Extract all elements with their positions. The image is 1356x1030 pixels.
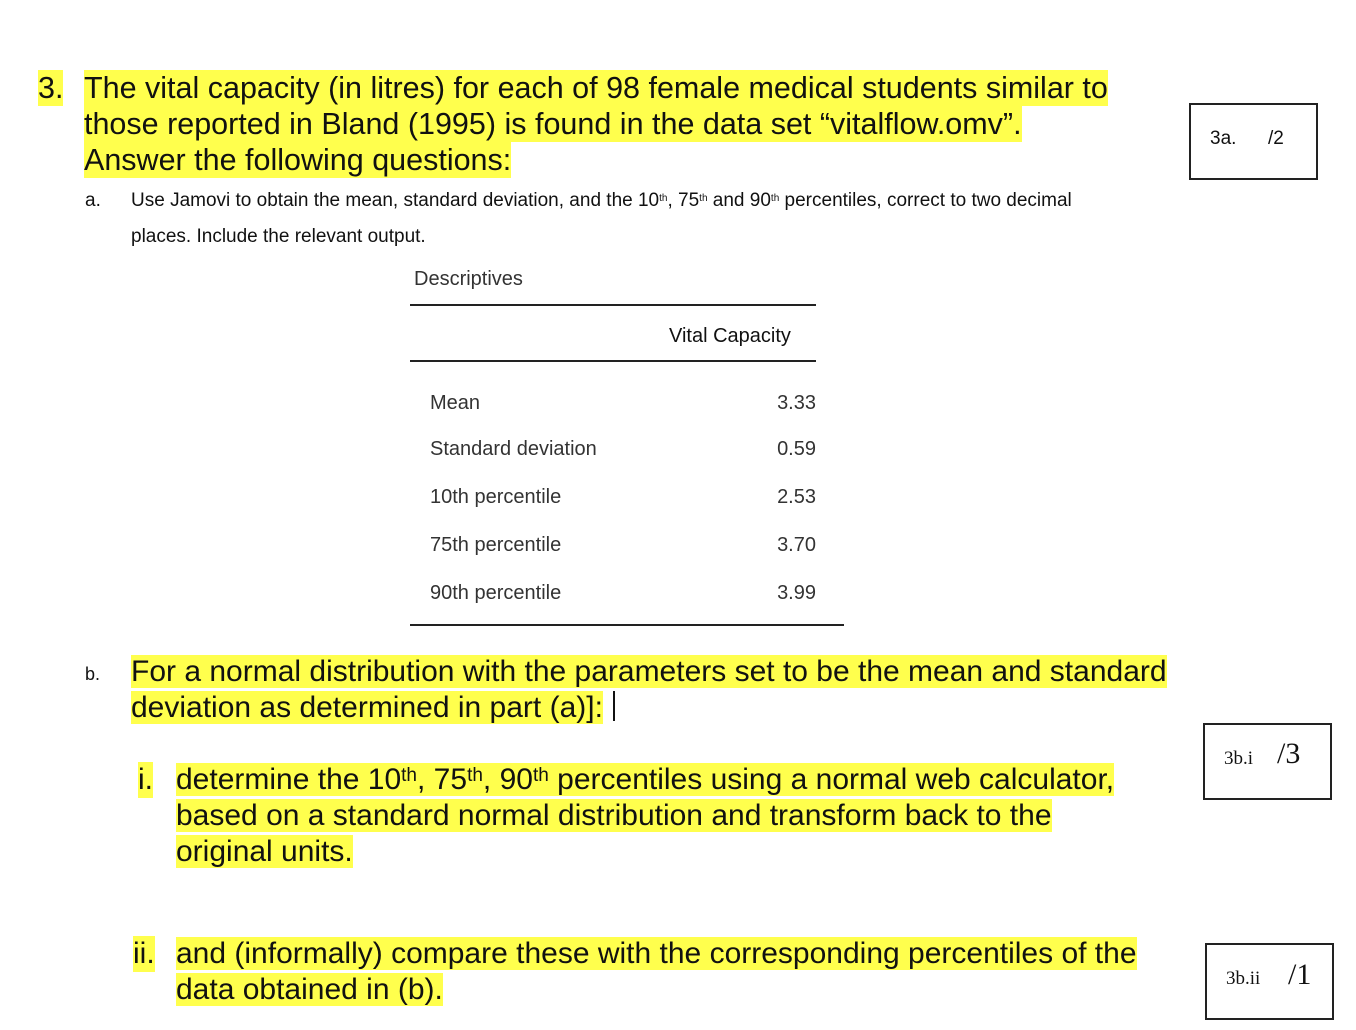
- mark-points: /1: [1288, 958, 1312, 991]
- mark-points: /2: [1268, 128, 1284, 149]
- row-value-p10: 2.53: [777, 486, 816, 508]
- sup-th: th: [770, 193, 780, 204]
- question-number: 3.: [38, 71, 64, 105]
- text-cursor: [613, 691, 615, 721]
- part-a-letter: a.: [85, 190, 101, 211]
- sup-th: th: [699, 193, 708, 204]
- column-header: Vital Capacity: [669, 325, 791, 347]
- part-b-text[interactable]: [131, 654, 1167, 726]
- table-top-rule: [410, 304, 816, 306]
- part-a-text-3: and 90: [707, 190, 771, 211]
- row-value-mean: 3.33: [777, 392, 816, 414]
- row-label-mean: Mean: [430, 392, 481, 414]
- sub-i-text-3: , 90: [482, 763, 533, 796]
- table-title: Descriptives: [414, 268, 523, 290]
- part-a-text: [131, 183, 1191, 255]
- row-value-p90: 3.99: [777, 582, 816, 604]
- sub-ii-line-1: and (informally) compare these with the corresponding percentiles of the: [176, 937, 1137, 970]
- mark-label: 3b.i: [1224, 748, 1254, 769]
- row-value-sd: 0.59: [777, 438, 816, 460]
- sub-i-text-2: , 75: [417, 763, 468, 796]
- sub-i-line-3: original units.: [176, 835, 353, 868]
- part-a-text-5: places. Include the relevant output.: [131, 226, 426, 247]
- table-bottom-rule: [410, 624, 844, 626]
- sub-i-text-4: percentiles using a normal web calculator,: [548, 763, 1115, 796]
- row-label-p75: 75th percentile: [430, 534, 562, 556]
- mark-label: 3b.ii: [1226, 968, 1261, 989]
- sub-i-number: i.: [138, 763, 153, 796]
- sub-i-text-1: determine the 10: [176, 763, 402, 796]
- mark-box-3b-i: [1203, 723, 1332, 800]
- row-label-p90: 90th percentile: [430, 582, 562, 604]
- part-b-letter: b.: [85, 664, 101, 684]
- table-header-rule: [410, 360, 816, 362]
- sup-th: th: [659, 193, 668, 204]
- sub-i-line-2: based on a standard normal distribution and transform back to the: [176, 799, 1052, 832]
- part-a-text-4: percentiles, correct to two decimal: [779, 190, 1072, 211]
- sub-i-text: [176, 762, 1114, 870]
- part-a-text-1: Use Jamovi to obtain the mean, standard deviation, and the 10: [131, 190, 660, 211]
- part-b-line-2: deviation as determined in part (a)]:: [131, 691, 603, 724]
- part-b-line-1: For a normal distribution with the parameters set to be the mean and standard: [131, 655, 1167, 688]
- row-value-p75: 3.70: [777, 534, 816, 556]
- sub-ii-number: ii.: [133, 937, 155, 970]
- sub-ii-line-2: data obtained in (b).: [176, 973, 443, 1006]
- question-line-2: those reported in Bland (1995) is found in the data set “vitalflow.omv”.: [84, 107, 1022, 141]
- sup-th: th: [532, 765, 549, 786]
- question-line-1: The vital capacity (in litres) for each of 98 female medical students similar to: [84, 71, 1108, 105]
- question-line-3: Answer the following questions:: [84, 143, 512, 177]
- mark-box-3a: [1189, 103, 1318, 180]
- row-label-p10: 10th percentile: [430, 486, 562, 508]
- sub-i-line-1: [176, 763, 1114, 796]
- row-label-sd: Standard deviation: [430, 438, 597, 460]
- mark-points: /3: [1277, 737, 1301, 770]
- sup-th: th: [467, 765, 483, 786]
- sup-th: th: [401, 765, 418, 786]
- sub-ii-text: [176, 936, 1137, 1008]
- mark-box-3b-ii: [1205, 943, 1334, 1020]
- mark-label: 3a.: [1210, 128, 1237, 149]
- part-a-text-2: , 75: [667, 190, 700, 211]
